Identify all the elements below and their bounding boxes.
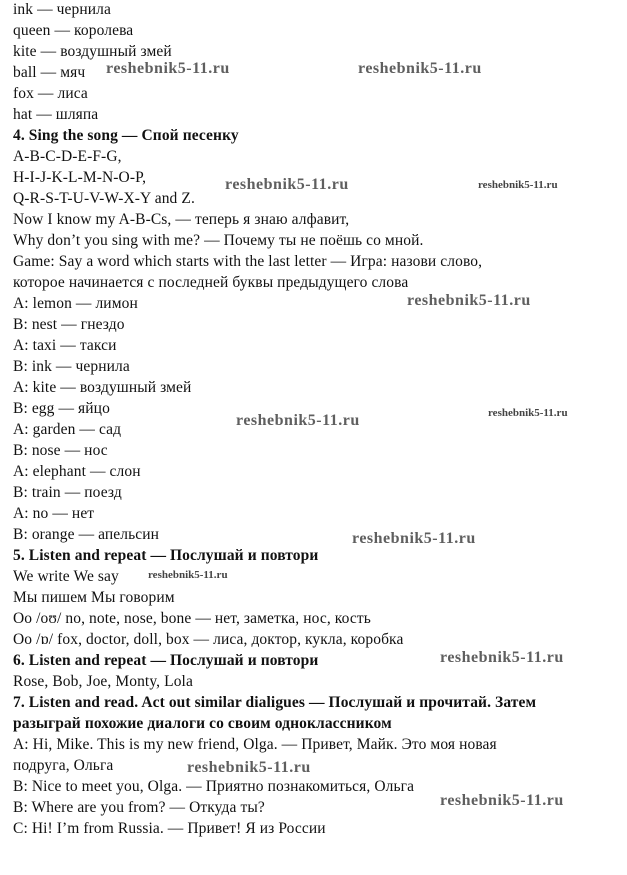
text-line: B: nose — нос [13,442,108,459]
section-heading: 6. Listen and repeat — Послушай и повтори [13,652,319,669]
text-line: A: lemon — лимон [13,295,138,312]
text-line: которое начинается с последней буквы предыдущего слова [13,274,409,291]
text-line: Oo /ɒ/ fox, doctor, doll, box — лиса, доктор, кукла, коробка [13,631,404,648]
text-line: Why don’t you sing with me? — Почему ты не поёшь со мной. [13,232,424,249]
text-line: A: Hi, Mike. This is my new friend, Olga. — Привет, Майк. Это моя новая [13,736,497,753]
section-heading: 4. Sing the song — Спой песенку [13,127,239,144]
section-heading: разыграй похожие диалоги со своим одноклассником [13,715,392,732]
text-line: Oo /oʊ/ no, note, nose, bone — нет, заметка, нос, кость [13,610,371,627]
text-line: hat — шляпа [13,106,99,123]
text-line: H-I-J-K-L-M-N-O-P, [13,169,147,186]
text-line: Мы пишем Мы говорим [13,589,175,606]
watermark-text: reshebnik5-11.ru [358,60,482,77]
text-line: kite — воздушный змей [13,43,172,60]
text-line: A: taxi — такси [13,337,117,354]
text-line: A: elephant — слон [13,463,141,480]
text-line: We write We say [13,568,119,585]
text-line: B: Where are you from? — Откуда ты? [13,799,265,816]
watermark-text: reshebnik5-11.ru [440,649,564,666]
text-line: C: Hi! I’m from Russia. — Привет! Я из России [13,820,326,837]
text-line: B: egg — яйцо [13,400,110,417]
text-line: A: garden — сад [13,421,122,438]
text-line: A-B-C-D-E-F-G, [13,148,122,165]
text-line: fox — лиса [13,85,88,102]
section-heading: 5. Listen and repeat — Послушай и повтори [13,547,319,564]
watermark-text: reshebnik5-11.ru [106,60,230,77]
text-line: Game: Say a word which starts with the last letter — Игра: назови слово, [13,253,483,270]
watermark-text: reshebnik5-11.ru [407,292,531,309]
watermark-text: reshebnik5-11.ru [225,176,349,193]
text-line: B: nest — гнездо [13,316,125,333]
watermark-text: reshebnik5-11.ru [352,530,476,547]
text-line: Now I know my A-B-Cs, — теперь я знаю алфавит, [13,211,350,228]
text-line: A: kite — воздушный змей [13,379,192,396]
text-line: Q-R-S-T-U-V-W-X-Y and Z. [13,190,195,207]
watermark-text: reshebnik5-11.ru [478,179,558,191]
watermark-text: reshebnik5-11.ru [148,569,228,581]
text-line: B: orange — апельсин [13,526,160,543]
text-line: B: ink — чернила [13,358,130,375]
text-line: B: Nice to meet you, Olga. — Приятно познакомиться, Ольга [13,778,415,795]
text-line: B: train — поезд [13,484,122,501]
section-heading: 7. Listen and read. Act out similar dialigues — Послушай и прочитай. Затем [13,694,537,711]
text-line: Rose, Bob, Joe, Monty, Lola [13,673,193,690]
text-line: подруга, Ольга [13,757,114,774]
text-line: ball — мяч [13,64,86,81]
watermark-text: reshebnik5-11.ru [440,792,564,809]
watermark-text: reshebnik5-11.ru [488,407,568,419]
text-line: ink — чернила [13,1,111,18]
text-line: A: no — нет [13,505,95,522]
watermark-text: reshebnik5-11.ru [236,412,360,429]
watermark-text: reshebnik5-11.ru [187,759,311,776]
text-line: queen — королева [13,22,134,39]
